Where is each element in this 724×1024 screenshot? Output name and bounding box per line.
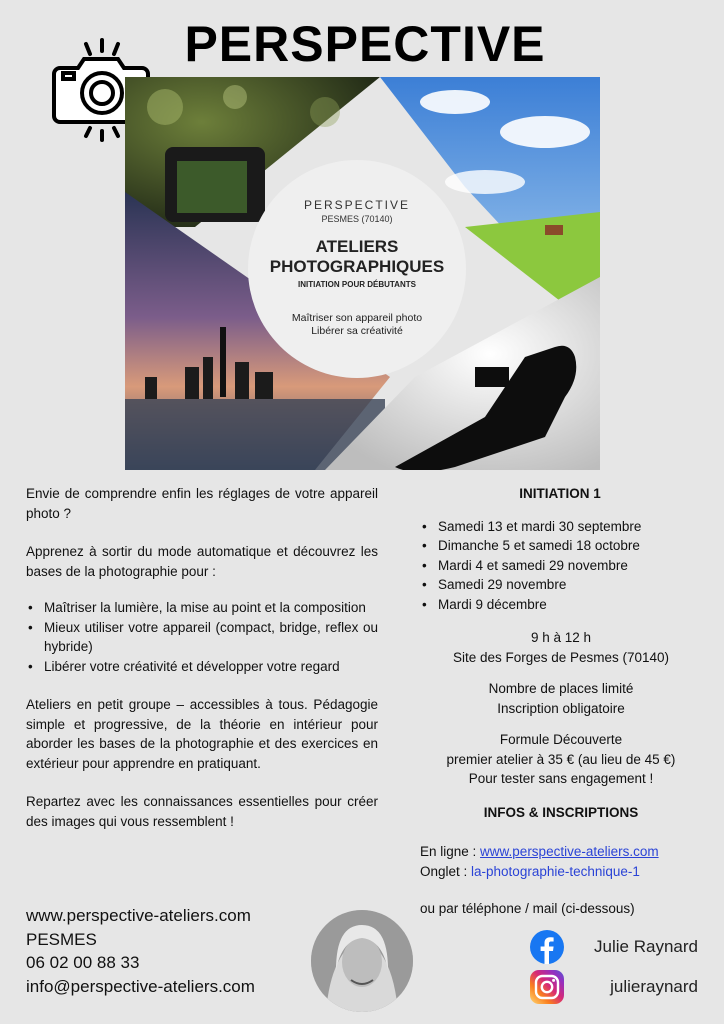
offer-price: premier atelier à 35 € (au lieu de 45 €) <box>446 751 676 767</box>
offer-title: Formule Découverte <box>499 732 623 747</box>
badge-heading-line2: PHOTOGRAPHIQUES <box>269 257 445 276</box>
list-item: • Mardi 9 décembre <box>420 595 720 615</box>
badge-heading <box>248 237 466 277</box>
badge-tagline-2: Libérer sa créativité <box>311 325 403 337</box>
benefits-list <box>26 598 378 676</box>
instagram-link[interactable] <box>530 970 720 1004</box>
facebook-icon <box>530 930 564 964</box>
offer-note: Pour tester sans engagement ! <box>468 771 654 786</box>
badge-location: PESMES (70140) <box>321 214 393 224</box>
places-limited: Nombre de places limité <box>488 681 634 696</box>
badge-tagline-1: Maîtriser son appareil photo <box>291 312 423 324</box>
dates-list <box>420 517 720 615</box>
onglet-label: Onglet : <box>420 863 472 879</box>
badge-subheading: INITIATION POUR DÉBUTANTS <box>298 280 416 289</box>
intro-paragraph: Repartez avec les connaissances essentielles pour créer des images qui vous ressemblent ! <box>26 794 378 829</box>
online-label: En ligne : <box>420 844 481 859</box>
facebook-name: Julie Raynard <box>594 937 698 956</box>
list-item: • Dimanche 5 et samedi 18 octobre <box>420 536 720 556</box>
schedule-column <box>420 484 720 919</box>
places-info <box>420 679 702 718</box>
intro-paragraph: Apprenez à sortir du mode automatique et découvrez les bases de la photographie pour : <box>26 544 378 579</box>
list-item: • Mieux utiliser votre appareil (compact, bridge, reflex ou hybride) <box>26 618 378 657</box>
list-item: • Libérer votre créativité et développer votre regard <box>26 657 378 677</box>
workshop-badge <box>248 160 466 378</box>
page-title: PERSPECTIVE <box>184 16 546 72</box>
discovery-offer <box>420 730 702 789</box>
list-item: • Samedi 13 et mardi 30 septembre <box>420 517 720 537</box>
website-link[interactable]: www.perspective-ateliers.com <box>480 844 659 859</box>
instagram-icon <box>530 970 564 1004</box>
intro-paragraph: Envie de comprendre enfin les réglages de votre appareil photo ? <box>26 486 378 521</box>
list-item: • Maîtriser la lumière, la mise au point et la composition <box>26 598 378 618</box>
time-venue <box>420 628 702 667</box>
badge-heading-line1: ATELIERS <box>315 237 399 256</box>
footer-phone[interactable]: 06 02 00 88 33 <box>26 953 140 972</box>
portrait-image <box>311 910 413 1012</box>
intro-column <box>26 484 378 850</box>
intro-paragraph: Ateliers en petit groupe – accessibles à tous. Pédagogie simple et progressive, de la théorie en intérieur pour aborder les bases de la photographie et des exercices en extérieur pour apprendre en pratiquant. <box>26 697 378 771</box>
list-item: • Mardi 4 et samedi 29 novembre <box>420 556 720 576</box>
registration-required: Inscription obligatoire <box>497 700 625 716</box>
contact-note: ou par téléphone / mail (ci-dessous) <box>420 901 635 916</box>
infos-title: INFOS & INSCRIPTIONS <box>483 804 639 820</box>
initiation-title: INITIATION 1 <box>519 486 601 501</box>
facebook-link[interactable] <box>530 930 720 964</box>
badge-brand: PERSPECTIVE <box>303 198 411 212</box>
list-item: • Samedi 29 novembre <box>420 575 720 595</box>
footer-email[interactable]: info@perspective-ateliers.com <box>26 976 255 996</box>
onglet-link[interactable]: la-photographie-technique-1 <box>471 863 640 879</box>
online-line <box>420 842 720 862</box>
venue: Site des Forges de Pesmes (70140) <box>452 649 670 665</box>
avatar <box>311 910 413 1012</box>
footer-town: PESMES <box>26 929 97 949</box>
hours: 9 h à 12 h <box>530 630 592 645</box>
onglet-line <box>420 862 720 882</box>
footer-contact <box>26 904 255 998</box>
instagram-name: julieraynard <box>610 977 698 996</box>
footer-website[interactable]: www.perspective-ateliers.com <box>26 906 251 925</box>
